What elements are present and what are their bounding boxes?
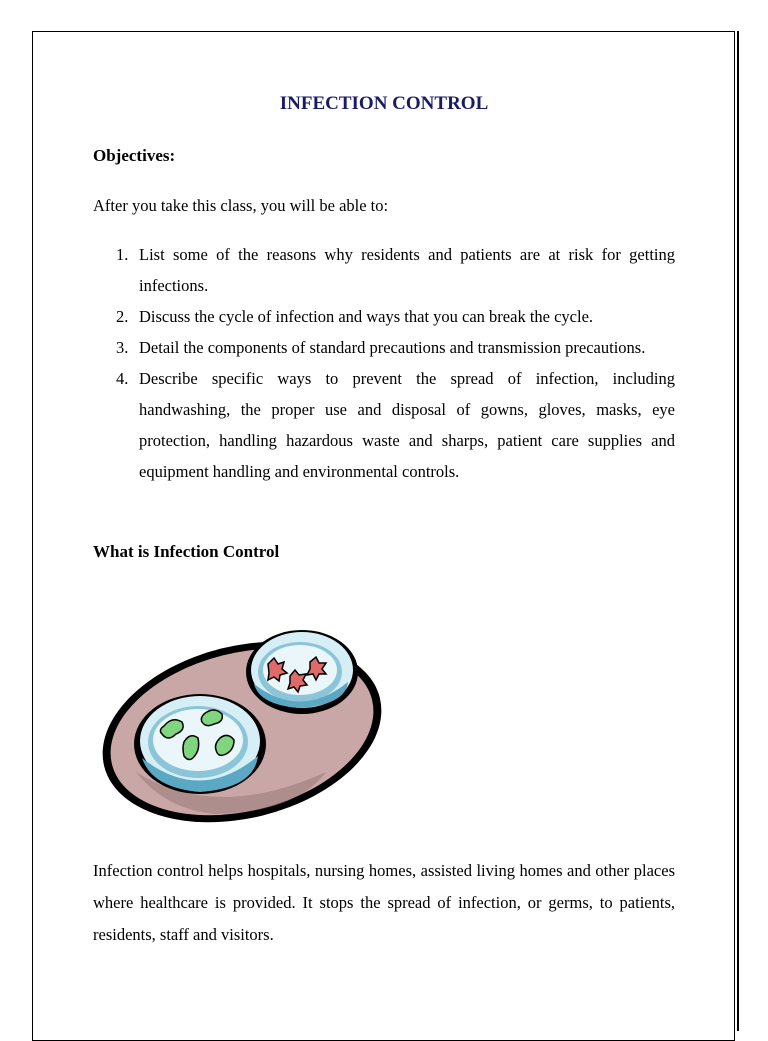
list-item-text: Detail the components of standard precautions and transmission precautions. xyxy=(139,338,646,357)
intro-text: After you take this class, you will be able to: xyxy=(93,196,389,215)
objectives-list xyxy=(93,239,675,487)
list-item xyxy=(93,301,675,332)
list-item-text: Describe specific ways to prevent the spread of infection, including handwashing, the proper use and disposal of gowns, gloves, masks, eye protection, handling hazardous waste and sharps, patient care supplies and equipment handling and environmental controls. xyxy=(139,369,675,481)
list-item-number: 1. xyxy=(116,245,129,264)
list-item xyxy=(93,363,675,487)
list-item-number: 3. xyxy=(116,338,129,357)
body-paragraph: Infection control helps hospitals, nursing homes, assisted living homes and other places where healthcare is provided. It stops the spread of infection, or germs, to patients, residents, staff and visitors. xyxy=(93,861,675,944)
list-item-text: Discuss the cycle of infection and ways that you can break the cycle. xyxy=(139,307,594,326)
objectives-heading: Objectives: xyxy=(93,146,176,165)
document-title: INFECTION CONTROL xyxy=(279,93,489,114)
section-heading: What is Infection Control xyxy=(93,542,280,561)
list-item xyxy=(93,239,675,301)
list-item-number: 2. xyxy=(116,307,129,326)
list-item xyxy=(93,332,675,363)
petri-dishes-icon xyxy=(96,622,388,826)
list-item-number: 4. xyxy=(116,369,129,388)
page-border-shadow xyxy=(737,31,739,1031)
list-item-text: List some of the reasons why residents and patients are at risk for getting infections. xyxy=(139,245,675,295)
